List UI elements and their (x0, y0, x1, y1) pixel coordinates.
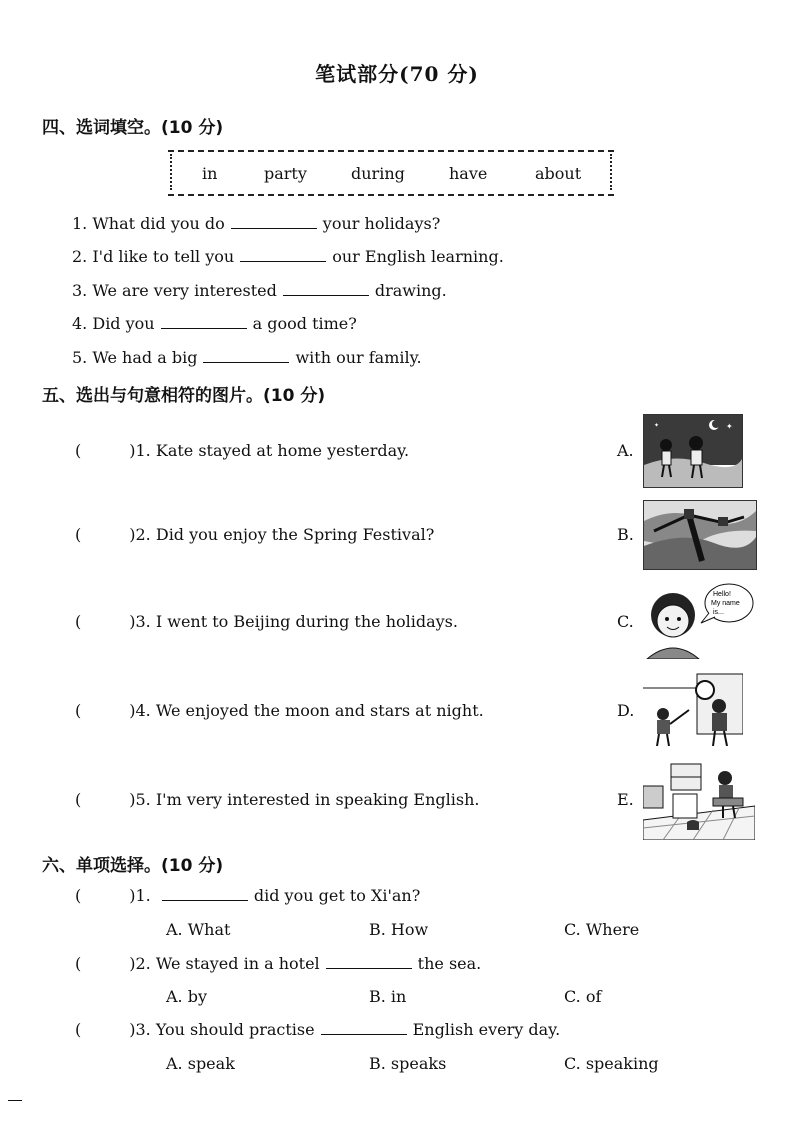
question-text-after: with our family. (295, 348, 422, 367)
question-text-before: Did you (92, 314, 155, 333)
svg-text:✦: ✦ (654, 422, 660, 429)
s6-q1-option-c[interactable]: C. Where (564, 920, 640, 939)
item-text: We enjoyed the moon and stars at night. (155, 701, 484, 720)
question-text-after: the sea. (417, 954, 482, 973)
answer-paren-open[interactable]: ( (75, 886, 82, 905)
question-number: 1. (72, 214, 88, 233)
bubble-line: My name (711, 600, 740, 607)
question-text-before: We are very interested (92, 281, 277, 300)
question-number: 3. (72, 281, 88, 300)
page-footer-mark (8, 1100, 22, 1101)
item-number: )4. (129, 701, 151, 720)
s4-question-1 (72, 214, 440, 233)
page-title: 笔试部分(70 分) (315, 62, 479, 86)
word-bank-box (168, 150, 614, 196)
bubble-line: Hello! (713, 591, 731, 598)
item-number: )5. (129, 790, 151, 809)
question-text-before: We stayed in a hotel (155, 954, 320, 973)
section6-heading: 六、单项选择。(10 分) (42, 856, 224, 876)
answer-paren-open[interactable]: ( (75, 612, 82, 631)
question-text-before: We had a big (92, 348, 198, 367)
answer-blank[interactable] (283, 281, 369, 296)
question-text-before: I'd like to tell you (92, 247, 235, 266)
item-number: )1. (129, 441, 151, 460)
s6-q1-option-a[interactable]: A. What (166, 920, 231, 939)
moon-stars-night-icon (643, 414, 743, 488)
girl-at-home-icon (643, 760, 755, 840)
s5-item-4 (75, 701, 484, 720)
bubble-line: is... (713, 609, 724, 616)
question-text-after: did you get to Xi'an? (253, 886, 421, 905)
s6-q2-option-a[interactable]: A. by (166, 987, 208, 1006)
s6-q3-option-b[interactable]: B. speaks (369, 1054, 447, 1073)
svg-text:✦: ✦ (726, 422, 733, 431)
answer-blank[interactable] (240, 247, 326, 262)
s6-question-2 (75, 954, 481, 973)
s4-question-5 (72, 348, 422, 367)
section4-heading: 四、选词填空。(10 分) (42, 118, 224, 138)
option-letter-e: E. (617, 790, 634, 809)
s6-question-1 (75, 886, 420, 905)
question-number: 4. (72, 314, 88, 333)
s4-question-2 (72, 247, 504, 266)
answer-blank[interactable] (231, 214, 317, 229)
answer-blank[interactable] (162, 886, 248, 901)
question-number: )2. (129, 954, 151, 973)
word-bank-item: have (449, 164, 488, 183)
answer-paren-open[interactable]: ( (75, 790, 82, 809)
answer-paren-open[interactable]: ( (75, 441, 82, 460)
option-letter-c: C. (617, 612, 634, 631)
s5-item-5 (75, 790, 479, 809)
word-bank-item: about (535, 164, 582, 183)
s6-q1-option-b[interactable]: B. How (369, 920, 429, 939)
question-text-after: a good time? (252, 314, 357, 333)
word-bank-item: party (264, 164, 307, 183)
answer-paren-open[interactable]: ( (75, 701, 82, 720)
question-text-before: You should practise (155, 1020, 315, 1039)
item-text: Did you enjoy the Spring Festival? (155, 525, 435, 544)
question-text-after: drawing. (374, 281, 447, 300)
question-number: )3. (129, 1020, 151, 1039)
question-text-after: our English learning. (332, 247, 504, 266)
s5-item-1 (75, 441, 409, 460)
word-bank-right-edge (610, 154, 612, 190)
family-festival-icon (643, 672, 743, 746)
word-bank-item: in (202, 164, 218, 183)
question-number: 5. (72, 348, 88, 367)
boy-speaking-icon (643, 583, 755, 659)
item-text: I went to Beijing during the holidays. (155, 612, 458, 631)
option-letter-a: A. (617, 441, 634, 460)
s4-question-4 (72, 314, 357, 333)
option-letter-d: D. (617, 701, 635, 720)
answer-blank[interactable] (203, 348, 289, 363)
s6-question-3 (75, 1020, 560, 1039)
section5-heading: 五、选出与句意相符的图片。(10 分) (42, 386, 326, 406)
s5-item-3 (75, 612, 458, 631)
item-text: Kate stayed at home yesterday. (155, 441, 410, 460)
answer-paren-open[interactable]: ( (75, 954, 82, 973)
s6-q2-option-c[interactable]: C. of (564, 987, 602, 1006)
item-number: )2. (129, 525, 151, 544)
question-text-after: your holidays? (322, 214, 441, 233)
word-bank-left-edge (170, 154, 172, 190)
word-bank-item: during (351, 164, 405, 183)
answer-paren-open[interactable]: ( (75, 525, 82, 544)
item-number: )3. (129, 612, 151, 631)
question-text-before: What did you do (92, 214, 225, 233)
great-wall-icon (643, 500, 757, 570)
question-number: )1. (129, 886, 151, 905)
s6-q3-option-a[interactable]: A. speak (166, 1054, 235, 1073)
s6-q3-option-c[interactable]: C. speaking (564, 1054, 659, 1073)
answer-blank[interactable] (161, 314, 247, 329)
s5-item-2 (75, 525, 434, 544)
option-letter-b: B. (617, 525, 634, 544)
question-number: 2. (72, 247, 88, 266)
question-text-after: English every day. (412, 1020, 561, 1039)
item-text: I'm very interested in speaking English. (155, 790, 480, 809)
answer-blank[interactable] (321, 1020, 407, 1035)
s4-question-3 (72, 281, 447, 300)
s6-q2-option-b[interactable]: B. in (369, 987, 407, 1006)
answer-blank[interactable] (326, 954, 412, 969)
answer-paren-open[interactable]: ( (75, 1020, 82, 1039)
